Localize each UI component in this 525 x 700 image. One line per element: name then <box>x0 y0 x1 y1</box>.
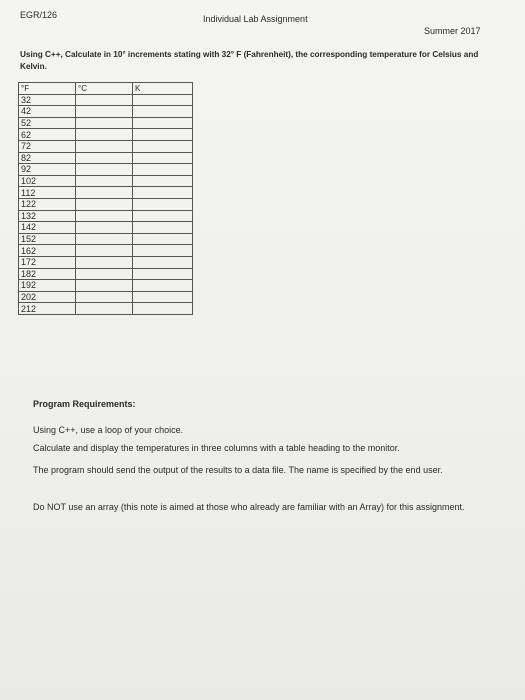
kelvin-cell <box>133 245 193 257</box>
assignment-title: Individual Lab Assignment <box>203 14 308 24</box>
table-row <box>19 106 193 118</box>
table-row <box>19 222 193 234</box>
table-row <box>19 256 193 268</box>
kelvin-cell <box>133 280 193 292</box>
requirement-item: The program should send the output of the results to a data file. The name is specified by the end user. <box>33 465 443 475</box>
fahrenheit-cell: 122 <box>19 198 76 210</box>
fahrenheit-cell: 192 <box>19 280 76 292</box>
kelvin-cell <box>133 268 193 280</box>
celsius-cell <box>76 210 133 222</box>
fahrenheit-cell: 82 <box>19 152 76 164</box>
course-code: EGR/126 <box>20 10 58 20</box>
fahrenheit-cell: 142 <box>19 222 76 234</box>
kelvin-cell <box>133 256 193 268</box>
celsius-cell <box>76 268 133 280</box>
table-row <box>19 233 193 245</box>
celsius-cell <box>76 117 133 129</box>
kelvin-cell <box>133 303 193 315</box>
table-row <box>19 268 193 280</box>
celsius-cell <box>76 198 133 210</box>
requirement-item: Using C++, use a loop of your choice. <box>33 425 184 435</box>
fahrenheit-cell: 102 <box>19 175 76 187</box>
fahrenheit-cell: 162 <box>19 245 76 257</box>
fahrenheit-cell: 152 <box>19 233 76 245</box>
celsius-cell <box>76 291 133 303</box>
table-row <box>19 175 193 187</box>
fahrenheit-header: °F <box>19 83 76 95</box>
celsius-cell <box>76 164 133 176</box>
table-row <box>19 198 193 210</box>
table-row <box>19 210 193 222</box>
kelvin-cell <box>133 233 193 245</box>
fahrenheit-cell: 92 <box>19 164 76 176</box>
celsius-cell <box>76 94 133 106</box>
fahrenheit-cell: 182 <box>19 268 76 280</box>
fahrenheit-cell: 72 <box>19 140 76 152</box>
table-row <box>19 245 193 257</box>
table-row <box>19 280 193 292</box>
kelvin-cell <box>133 152 193 164</box>
fahrenheit-cell: 52 <box>19 117 76 129</box>
celsius-cell <box>76 152 133 164</box>
fahrenheit-cell: 172 <box>19 256 76 268</box>
table-row <box>19 129 193 141</box>
kelvin-cell <box>133 198 193 210</box>
kelvin-cell <box>133 117 193 129</box>
table-row <box>19 140 193 152</box>
fahrenheit-cell: 32 <box>19 94 76 106</box>
celsius-cell <box>76 106 133 118</box>
kelvin-cell <box>133 94 193 106</box>
celsius-cell <box>76 303 133 315</box>
kelvin-header: K <box>133 83 193 95</box>
celsius-cell <box>76 256 133 268</box>
fahrenheit-cell: 112 <box>19 187 76 199</box>
requirements-title: Program Requirements: <box>33 399 136 409</box>
fahrenheit-cell: 212 <box>19 303 76 315</box>
table-header-row <box>19 83 193 95</box>
kelvin-cell <box>133 175 193 187</box>
celsius-cell <box>76 280 133 292</box>
celsius-cell <box>76 129 133 141</box>
kelvin-cell <box>133 291 193 303</box>
kelvin-cell <box>133 164 193 176</box>
table-row <box>19 187 193 199</box>
celsius-cell <box>76 187 133 199</box>
fahrenheit-cell: 202 <box>19 291 76 303</box>
fahrenheit-cell: 132 <box>19 210 76 222</box>
celsius-cell <box>76 140 133 152</box>
kelvin-cell <box>133 210 193 222</box>
kelvin-cell <box>133 106 193 118</box>
kelvin-cell <box>133 129 193 141</box>
celsius-header: °C <box>76 83 133 95</box>
table-row <box>19 303 193 315</box>
kelvin-cell <box>133 222 193 234</box>
temperature-table <box>18 82 193 315</box>
celsius-cell <box>76 222 133 234</box>
celsius-cell <box>76 245 133 257</box>
celsius-cell <box>76 233 133 245</box>
table-row <box>19 94 193 106</box>
requirement-item: Do NOT use an array (this note is aimed at those who already are familiar with an Array) for this assignment. <box>33 502 465 512</box>
term-label: Summer 2017 <box>424 26 481 36</box>
fahrenheit-cell: 42 <box>19 106 76 118</box>
instructions-text: Using C++, Calculate in 10° increments stating with 32° F (Fahrenheit), the corresponding temperature for Celsius and Kelvin. <box>20 50 479 71</box>
kelvin-cell <box>133 187 193 199</box>
table-row <box>19 152 193 164</box>
table-row <box>19 117 193 129</box>
requirement-item: Calculate and display the temperatures in three columns with a table heading to the monitor. <box>33 443 400 453</box>
table-row <box>19 164 193 176</box>
kelvin-cell <box>133 140 193 152</box>
fahrenheit-cell: 62 <box>19 129 76 141</box>
celsius-cell <box>76 175 133 187</box>
table-row <box>19 291 193 303</box>
